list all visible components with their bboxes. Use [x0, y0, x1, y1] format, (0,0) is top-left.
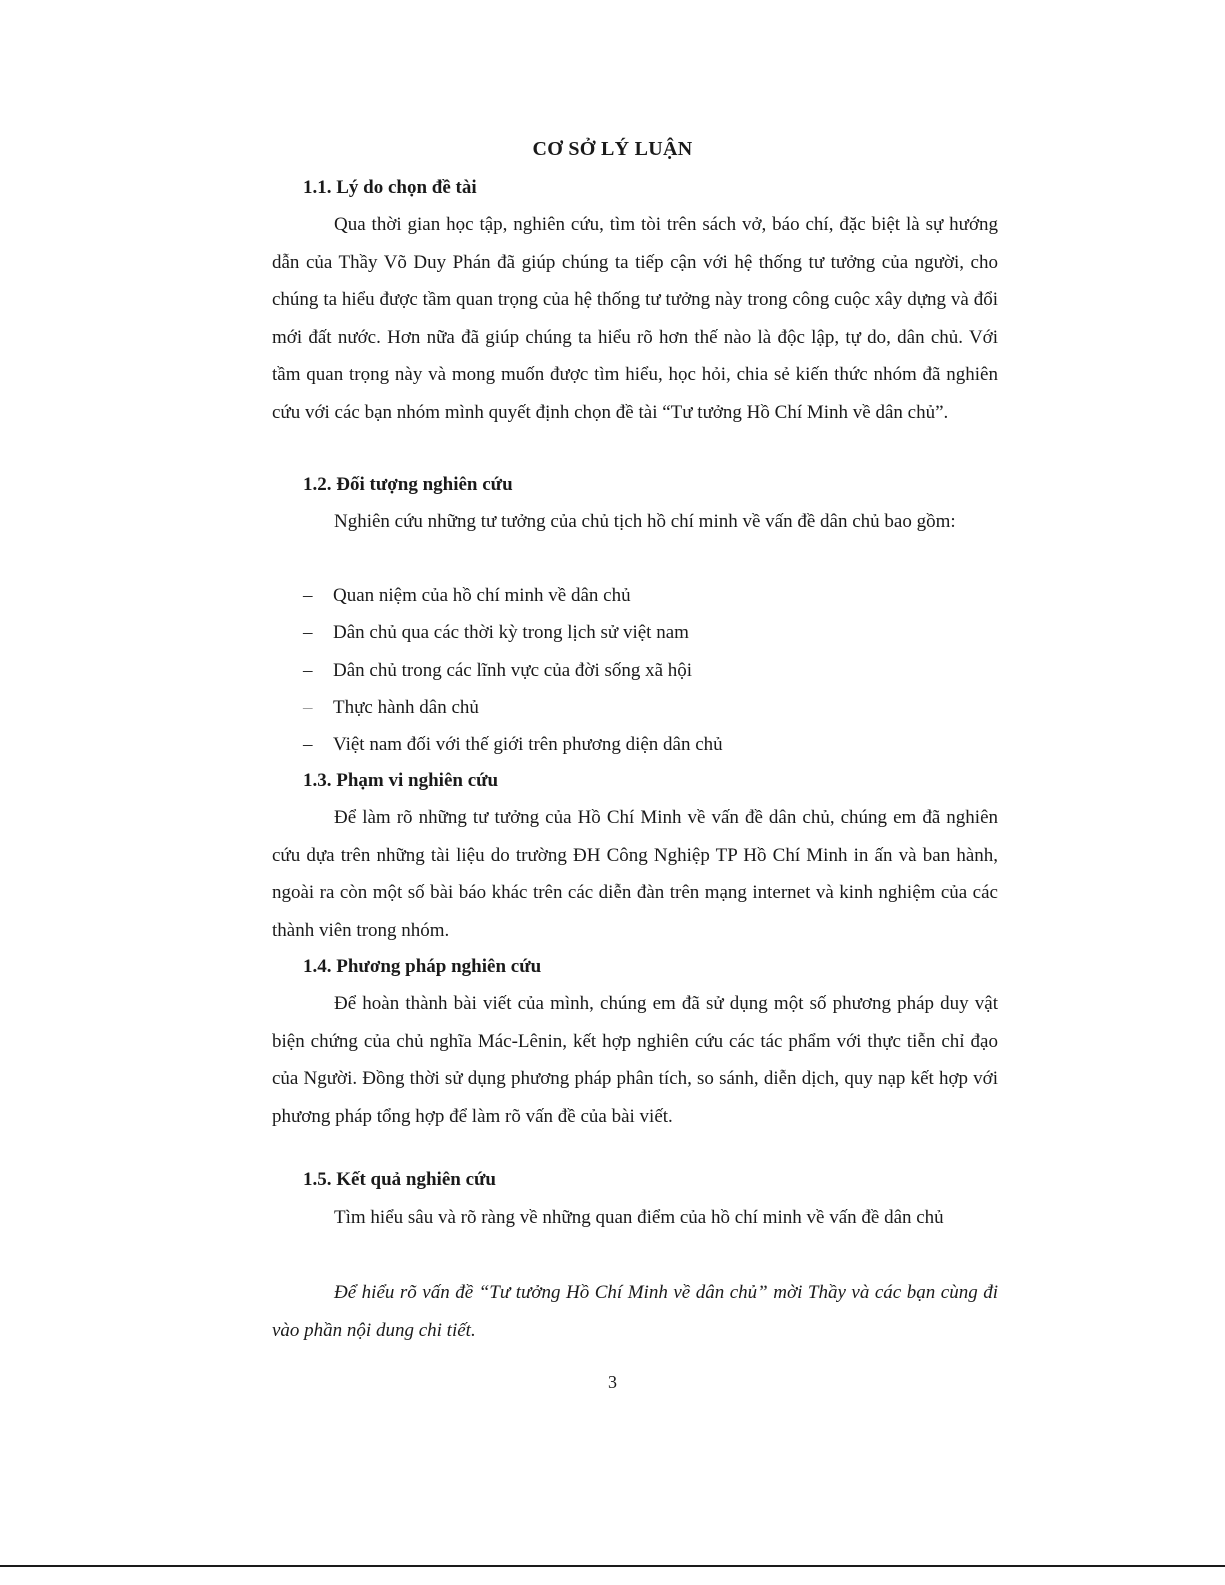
section-heading-1-1: 1.1. Lý do chọn đề tài [303, 177, 477, 198]
list-item: – Thực hành dân chủ [303, 689, 723, 726]
bullet-dash: – [303, 622, 313, 644]
list-item: – Việt nam đối với thế giới trên phương diện dân chủ [303, 726, 723, 763]
bullet-dash: – [303, 659, 313, 681]
page-number: 3 [608, 1372, 617, 1392]
section-text-1-2: Nghiên cứu những tư tưởng của chủ tịch hồ chí minh về vấn đề dân chủ bao gồm: [334, 511, 956, 532]
section-heading-1-3: 1.3. Phạm vi nghiên cứu [303, 770, 499, 791]
closing-note: Để hiểu rõ vấn đề “Tư tưởng Hồ Chí Minh về dân chủ” mời Thầy và các bạn cùng đi vào phần nội dung chi tiết. [272, 1282, 998, 1341]
section-heading-1-2: 1.2. Đối tượng nghiên cứu [303, 474, 513, 495]
list-item: – Quan niệm của hồ chí minh về dân chủ [303, 577, 723, 614]
section-text-1-5: Tìm hiểu sâu và rõ ràng về những quan điểm của hồ chí minh về vấn đề dân chủ [334, 1207, 944, 1228]
research-topics-list [303, 577, 723, 763]
bullet-dash: – [303, 734, 313, 756]
section-heading-1-5: 1.5. Kết quả nghiên cứu [303, 1169, 496, 1190]
page-title: CƠ SỞ LÝ LUẬN [532, 138, 693, 160]
bullet-dash: – [303, 585, 313, 606]
section-heading-1-4: 1.4. Phương pháp nghiên cứu [303, 956, 542, 977]
list-item: – Dân chủ trong các lĩnh vực của đời sống xã hội [303, 652, 723, 689]
section-text-1-1: Qua thời gian học tập, nghiên cứu, tìm tòi trên sách vở, báo chí, đặc biệt là sự hướng dẫn của Thầy Võ Duy Phán đã giúp chúng ta tiếp cận với hệ thống tư tưởng của người, cho chúng ta hiểu được tầm quan trọng của hệ thống tư tưởng này trong công cuộc xây dựng và đổi mới đất nước. Hơn nữa đã giúp chúng ta hiểu rõ hơn thế nào là độc lập, tự do, dân chủ. Với tầm quan trọng này và mong muốn được tìm hiểu, học hỏi, chia sẻ kiến thức nhóm đã nghiên cứu với các bạn nhóm mình quyết định chọn đề tài “Tư tưởng Hồ Chí Minh về dân chủ”. [272, 214, 998, 423]
list-item: – Dân chủ qua các thời kỳ trong lịch sử việt nam [303, 614, 723, 651]
section-text-1-3: Để làm rõ những tư tưởng của Hồ Chí Minh về vấn đề dân chủ, chúng em đã nghiên cứu dựa trên những tài liệu do trường ĐH Công Nghiệp TP Hồ Chí Minh in ấn và ban hành, ngoài ra còn một số bài báo khác trên các diễn đàn trên mạng internet và kinh nghiệm của các thành viên trong nhóm. [272, 807, 998, 941]
bottom-divider [0, 1565, 1225, 1567]
section-text-1-4: Để hoàn thành bài viết của mình, chúng em đã sử dụng một số phương pháp duy vật biện chứng của chủ nghĩa Mác-Lênin, kết hợp nghiên cứu các tác phẩm với thực tiễn chỉ đạo của Người. Đồng thời sử dụng phương pháp phân tích, so sánh, diễn dịch, quy nạp kết hợp với phương pháp tổng hợp để làm rõ vấn đề của bài viết. [272, 993, 998, 1127]
bullet-dash: – [303, 696, 313, 718]
